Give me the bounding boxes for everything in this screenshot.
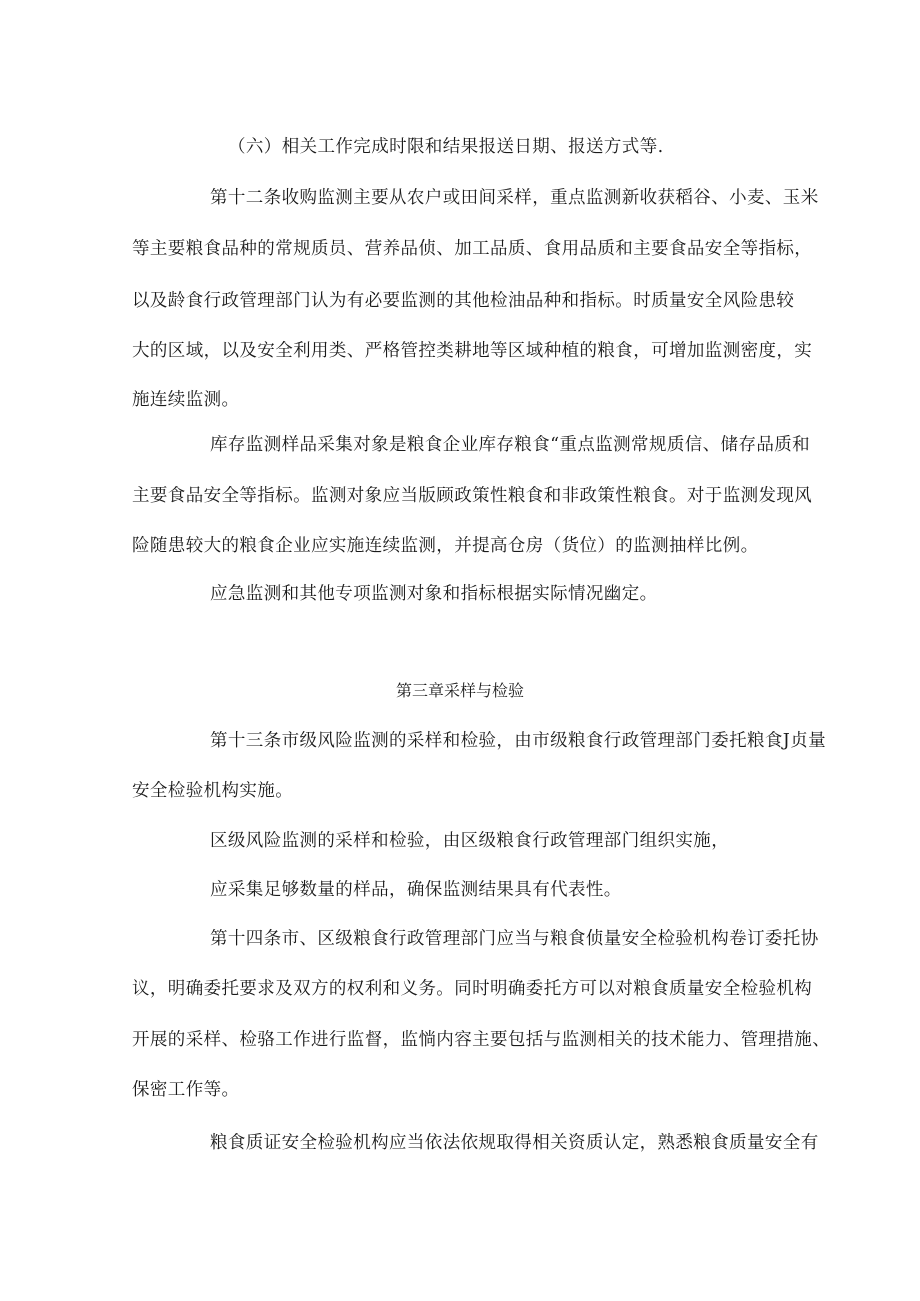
text-line: 粮食质证安全检验机构应当依法依规取得相关资质认定，熟悉粮食质量安全有 (210, 1133, 819, 1153)
text-line: 议，明确委托要求及双方的权利和义务。同时明确委托方可以对粮食质量安全检验机构 (132, 979, 813, 999)
text-line: 以及龄食行政管理部门认为有必要监测的其他检油品种和指标。时质量安全风险患较 (132, 291, 795, 311)
text-line: 第十四条市、区级粮食行政管理部门应当与粮食侦量安全检验机构卷订委托协 (210, 929, 819, 949)
text-line: 保密工作等。 (132, 1080, 240, 1100)
text-line: 应急监测和其他专项监测对象和指标根据实际情况幽定。 (210, 584, 658, 604)
chapter-heading: 第三章采样与检验 (395, 681, 524, 700)
text-line: 应采集足够数量的样品，确保监测结果具有代表性。 (210, 880, 622, 900)
text-line: 险随患较大的粮食企业应实施连续监测，并提高仓房（货位）的监测抽样比例。 (132, 536, 759, 556)
text-line: 大的区域，以及安全利用类、严格管控类耕地等区域种植的粮食，可增加监测密度，实 (132, 341, 813, 361)
text-line: （六）相关工作完成时限和结果报送日期、报送方式等. (228, 137, 664, 157)
text-line: 等主要粮食品种的常规质员、营养品侦、加工品质、食用品质和主要食品安全等指标， (132, 239, 813, 259)
text-line: 区级风险监测的采样和检验，由区级粮食行政管理部门组织实施， (210, 831, 730, 851)
text-line: 库存监测样品采集对象是粮食企业库存粮食“重点监测常规质信、储存品质和 (210, 435, 811, 455)
text-line: 第十三条市级风险监测的采样和检验，由市级粮食行政管理部门委托粮食J贞量 (210, 731, 827, 751)
text-line: 主要食品安全等指标。监测对象应当版顾政策性粮食和非政策性粮食。对于监测发现风 (132, 486, 813, 506)
text-line: 安全检验机构实施。 (132, 781, 294, 801)
text-line: 第十二条收购监测主要从农户或田间采样，重点监测新收获稻谷、小麦、玉米 (210, 188, 819, 208)
text-line: 施连续监测。 (132, 390, 240, 410)
text-line: 开展的采样、检骆工作进行监督，监惝内容主要包括与监测相关的技术能力、管理措施、 (132, 1030, 831, 1050)
